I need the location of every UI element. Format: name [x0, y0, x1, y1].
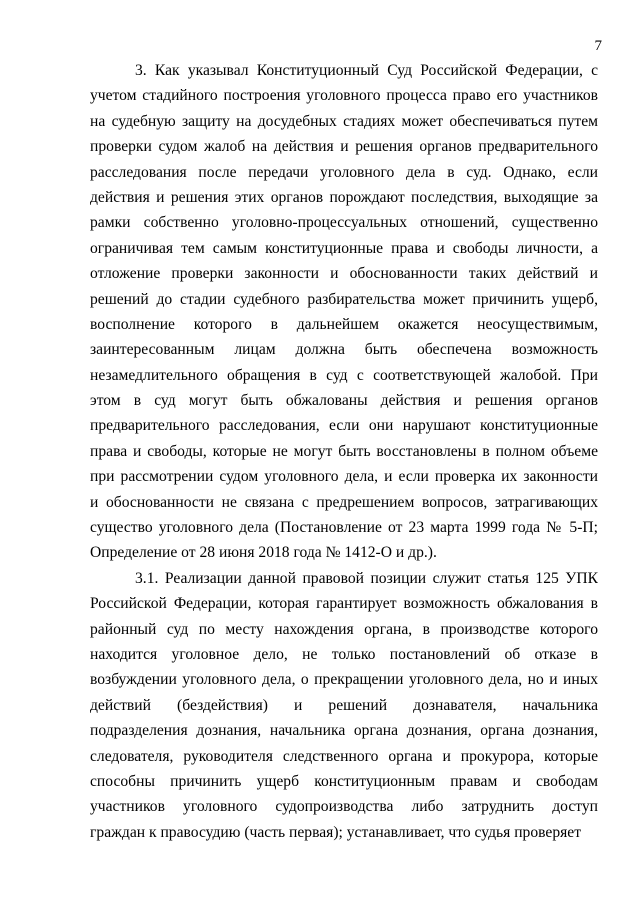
- text-line: отложение проверки законности и обоснованности таких действий и: [90, 265, 598, 283]
- text-line: при рассмотрении судом уголовного дела, и если проверка их законности: [90, 468, 598, 486]
- text-line: действий (бездействия) и решений дознавателя, начальника: [90, 696, 598, 714]
- text-line: способны причинить ущерб конституционным правам и свободам: [90, 772, 598, 790]
- paragraph-3: [90, 58, 598, 566]
- text-line: этом в суд могут быть обжалованы действия и решения органов: [90, 392, 598, 410]
- text-line: 3. Как указывал Конституционный Суд Российской Федерации, с: [135, 62, 598, 79]
- text-line: подразделения дознания, начальника органа дознания, органа дознания,: [90, 722, 598, 740]
- text-line: рамки собственно уголовно-процессуальных отношений, существенно: [90, 214, 598, 232]
- text-line: районный суд по месту нахождения органа, в производстве которого: [90, 620, 598, 638]
- text-line: участников уголовного судопроизводства либо затруднить доступ: [90, 798, 598, 816]
- text-line: возбуждении уголовного дела, о прекращении уголовного дела, но и иных: [90, 671, 598, 689]
- text-line: решений до стадии судебного разбирательства может причинить ущерб,: [90, 290, 598, 308]
- text-line: предварительного расследования, если они нарушают конституционные: [90, 417, 598, 435]
- text-line: проверки судом жалоб на действия и решения органов предварительного: [90, 138, 598, 156]
- document-body: [90, 58, 598, 845]
- text-line: восполнение которого в дальнейшем окажется неосуществимым,: [90, 315, 598, 333]
- text-line: незамедлительного обращения в суд с соответствующей жалобой. При: [90, 366, 598, 384]
- text-line: на судебную защиту на досудебных стадиях может обеспечиваться путем: [90, 112, 598, 130]
- text-line: и обоснованности не связана с предрешением вопросов, затрагивающих: [90, 493, 598, 511]
- text-line: ограничивая тем самым конституционные права и свободы личности, а: [90, 239, 598, 257]
- text-line: Российской Федерации, которая гарантирует возможность обжалования в: [90, 595, 598, 613]
- text-line: действия и решения этих органов порождают последствия, выходящие за: [90, 188, 598, 206]
- paragraph-3-1: [90, 566, 598, 845]
- text-line: находится уголовное дело, не только постановлений об отказе в: [90, 645, 598, 663]
- text-line: расследования после передачи уголовного дела в суд. Однако, если: [90, 163, 598, 181]
- text-line: заинтересованным лицам должна быть обеспечена возможность: [90, 341, 598, 359]
- text-line: 3.1. Реализации данной правовой позиции служит статья 125 УПК: [135, 569, 598, 587]
- text-line: Определение от 28 июня 2018 года № 1412-О и др.).: [90, 544, 437, 562]
- text-line: существо уголовного дела (Постановление от 23 марта 1999 года № 5-П;: [90, 519, 598, 537]
- page-number: 7: [594, 38, 602, 54]
- text-line: учетом стадийного построения уголовного процесса право его участников: [90, 87, 598, 105]
- text-line: следователя, руководителя следственного органа и прокурора, которые: [90, 747, 598, 765]
- text-line: граждан к правосудию (часть первая); устанавливает, что судья проверяет: [90, 823, 582, 841]
- text-line: права и свободы, которые не могут быть восстановлены в полном объеме: [90, 442, 598, 460]
